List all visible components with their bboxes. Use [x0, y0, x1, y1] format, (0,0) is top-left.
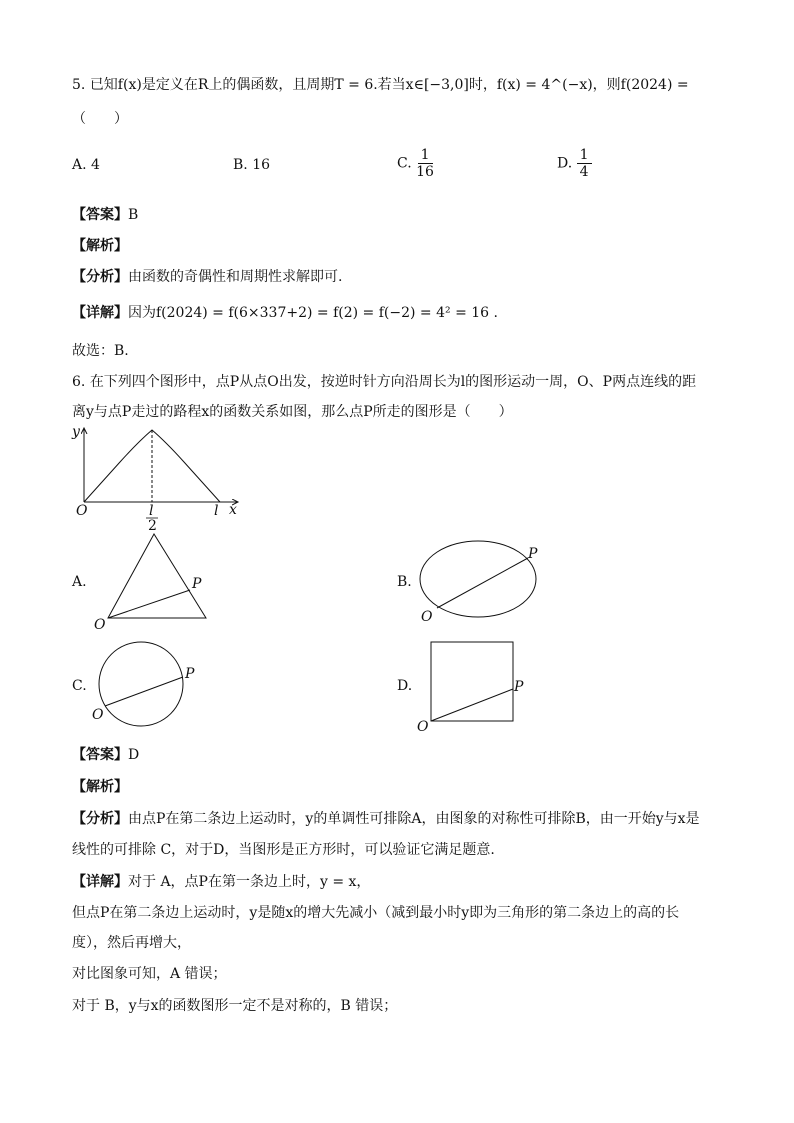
fraction-1-4: $\frac{1}{4}$	[577, 147, 592, 180]
function-graph	[70, 422, 245, 532]
option-d-O: O	[417, 719, 429, 735]
option-a-O: O	[94, 617, 106, 633]
q5-option-c: C. $\frac{1}{16}$	[397, 147, 434, 181]
q6-analysis-tag: 【解析】	[72, 779, 128, 795]
option-d-P: P	[514, 679, 524, 695]
q5-answer: 【答案】B	[72, 207, 139, 223]
q6-xiangjie-line4: 对比图象可知，A 错误；	[72, 966, 227, 982]
q6-option-c-label: C.	[72, 678, 87, 694]
option-c-P: P	[185, 666, 195, 682]
q5-xiangjie: 【详解】因为f(2024) = f(6×337+2) = f(2) = f(−2) = 4² = 16 .	[72, 305, 498, 321]
option-c-circle	[90, 644, 210, 724]
option-a-triangle	[90, 530, 215, 633]
q5-paren: （ ）	[72, 111, 128, 127]
graph-half-num: l	[149, 503, 154, 519]
q5-stem	[72, 74, 689, 94]
q6-xiangjie-line5: 对于 B，y与x的函数图形一定不是对称的，B 错误；	[72, 998, 398, 1014]
option-d-square	[415, 638, 535, 734]
graph-x-label: x	[229, 502, 237, 518]
option-b-P: P	[528, 546, 538, 562]
q6-stem-line1: 6. 在下列四个图形中，点P从点O出发，按逆时针方向沿周长为l的图形运动一周，O、P两点连线的距	[72, 374, 697, 390]
graph-end: l	[214, 503, 219, 519]
option-b-O: O	[421, 609, 433, 625]
q5-fenxi: 【分析】由函数的奇偶性和周期性求解即可.	[72, 269, 343, 285]
graph-half-den: 2	[148, 518, 157, 534]
graph-origin: O	[76, 503, 88, 519]
q6-answer: 【答案】D	[72, 747, 140, 763]
option-c-O: O	[92, 707, 104, 723]
q5-stem-text: 已知f(x)是定义在R上的偶函数，且周期T = 6.若当x∈[−3,0]时，f(x) = 4^(−x)，则f(2024) =	[89, 77, 689, 93]
q6-xiangjie-line3: 度），然后再增大，	[72, 935, 191, 951]
q5-option-a: A. 4	[72, 157, 100, 173]
q6-xiangjie-line1: 【详解】对于 A，点P在第一条边上时，y = x，	[72, 874, 371, 890]
q6-stem-line2: 离y与点P走过的路程x的函数关系如图，那么点P所走的图形是（ ）	[72, 404, 513, 420]
q5-number: 5.	[72, 77, 86, 93]
q5-choice: 故选：B.	[72, 343, 129, 359]
q6-xiangjie-line2: 但点P在第二条边上运动时，y是随x的增大先减小（减到最小时y即为三角形的第二条边上的高的长	[72, 905, 680, 921]
option-a-P: P	[192, 576, 202, 592]
option-b-ellipse	[415, 538, 545, 626]
q6-option-d-label: D.	[397, 678, 413, 694]
q6-fenxi-line2: 线性的可排除 C，对于D，当图形是正方形时，可以验证它满足题意.	[72, 842, 495, 858]
q5-option-d: D. $\frac{1}{4}$	[557, 147, 592, 180]
q5-analysis-tag: 【解析】	[72, 238, 128, 254]
q5-option-b: B. 16	[233, 157, 271, 173]
graph-y-label: y	[72, 424, 80, 440]
q6-option-a-label: A.	[72, 574, 87, 590]
fraction-1-16: $\frac{1}{16}$	[416, 147, 434, 181]
q6-fenxi-line1: 【分析】由点P在第二条边上运动时，y的单调性可排除A，由图象的对称性可排除B，由一开始y与x是	[72, 811, 700, 827]
q6-option-b-label: B.	[397, 574, 412, 590]
